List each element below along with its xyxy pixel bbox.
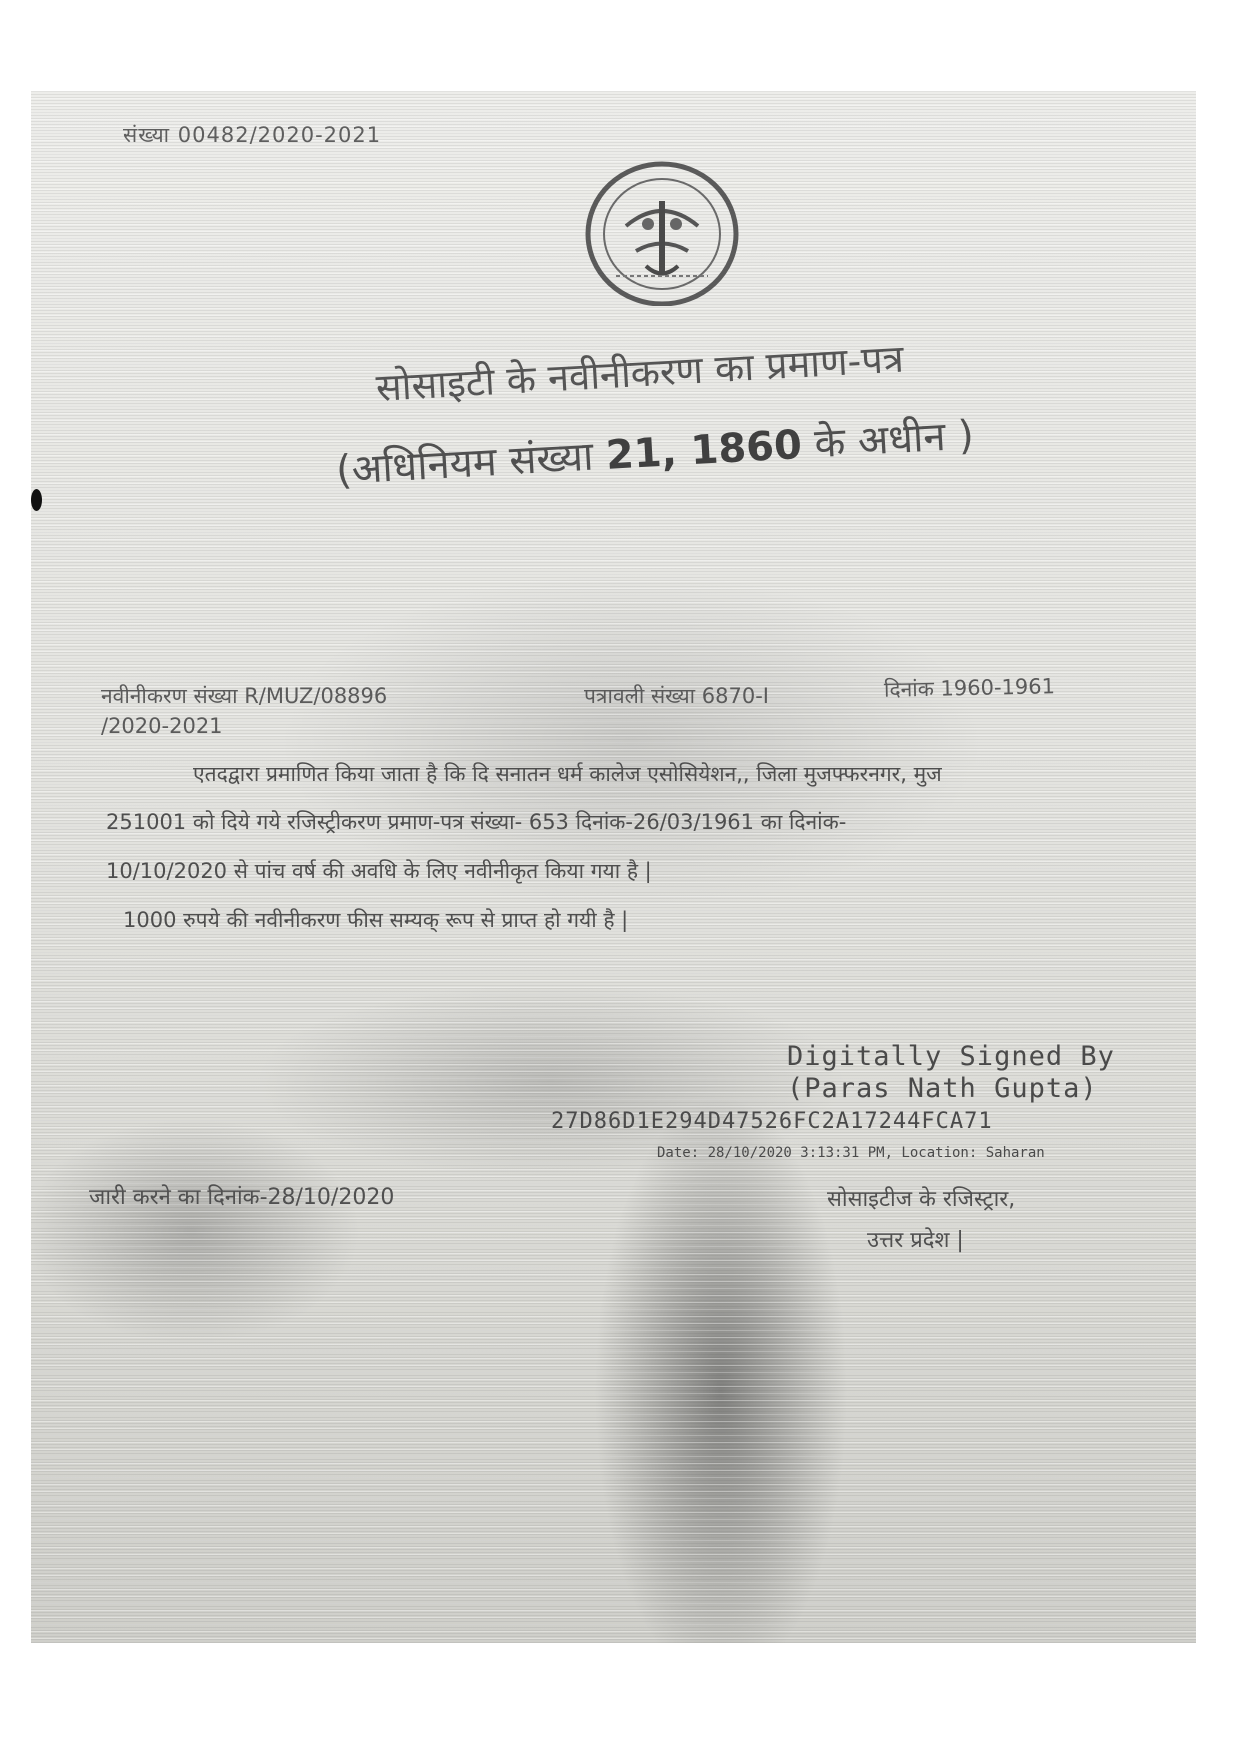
serial-number: संख्या 00482/2020-2021 [123,123,382,147]
subtitle-suffix: के अधीन ) [800,412,976,468]
body-line-4: 1000 रुपये की नवीनीकरण फीस सम्यक् रूप से प्राप्त हो गयी है | [123,908,629,932]
body-line-2: 251001 को दिये गये रजिस्ट्रीकरण प्रमाण-पत्र संख्या- 653 दिनांक-26/03/1961 का दिनांक- [106,810,847,834]
date-range: दिनांक 1960-1961 [883,674,1056,702]
renewal-number: नवीनीकरण संख्या R/MUZ/08896 [101,684,388,708]
registrar-state: उत्तर प्रदेश | [867,1228,964,1253]
signer-name: (Paras Nath Gupta) [787,1073,1098,1104]
renewal-number-year: /2020-2021 [101,714,223,738]
subtitle-prefix: (अधिनियम संख्या [334,432,608,494]
body-line-1: एतदद्वारा प्रमाणित किया जाता है कि दि सनातन धर्म कालेज एसोसियेशन,, जिला मुजफ्फरनगर, मुज [193,762,942,786]
certificate-title: सोसाइटी के नवीनीकरण का प्रमाण-पत्र [374,336,905,410]
registrar-title: सोसाइटीज के रजिस्ट्रार, [827,1187,1016,1212]
digital-signature-heading: Digitally Signed By [787,1041,1115,1072]
issue-date: जारी करने का दिनांक-28/10/2020 [89,1185,395,1210]
punch-hole-mark [31,489,42,511]
up-state-emblem-icon [576,156,756,306]
body-line-3: 10/10/2020 से पांच वर्ष की अवधि के लिए नवीनीकृत किया गया है | [106,859,652,883]
signature-date-location: Date: 28/10/2020 3:13:31 PM, Location: Saharan [657,1145,1045,1161]
scanned-certificate [31,91,1196,1643]
act-number: 21, 1860 [604,421,804,479]
act-subtitle [334,405,975,496]
signature-hash: 27D86D1E294D47526FC2A17244FCA71 [551,1109,993,1134]
file-number: पत्रावली संख्या 6870-I [584,684,769,708]
